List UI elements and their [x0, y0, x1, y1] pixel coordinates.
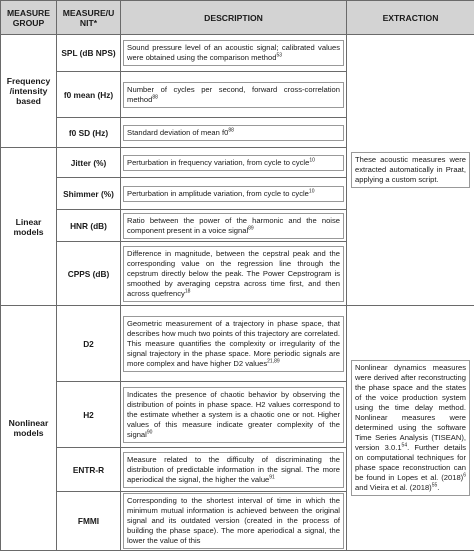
header-extraction: EXTRACTION — [347, 1, 474, 35]
measure-d2: D2 — [57, 306, 121, 382]
measure-shimmer: Shimmer (%) — [57, 178, 121, 210]
header-measure-unit: MEASURE/U NIT* — [57, 1, 121, 35]
measure-entr-r: ENTR-R — [57, 448, 121, 492]
group-frequency-intensity: Frequency /intensity based — [1, 35, 57, 148]
extraction-acoustic: These acoustic measures were extracted automatically in Praat, applying a custom script. — [347, 35, 474, 306]
measure-f0-mean: f0 mean (Hz) — [57, 72, 121, 118]
desc-cpps: Difference in magnitude, between the cepstral peak and the corresponding value on the regression line through the cepstrum directly below the peak. The Power Cepstrogram is smoothed by averaging cepstra across time first, and then across quefrency$^{18}$ — [121, 242, 347, 306]
group-nonlinear-models: Nonlinear models — [1, 306, 57, 551]
desc-entr-r: Measure related to the difficulty of discriminating the distribution of predictable information in the signal. The more aperiodical the signal, the higher the value$^{91}$ — [121, 448, 347, 492]
measure-jitter: Jitter (%) — [57, 148, 121, 178]
measure-fmmi: FMMI — [57, 492, 121, 551]
header-measure-group: MEASURE GROUP — [1, 1, 57, 35]
desc-f0-mean: Number of cycles per second, forward cross-correlation method$^{88}$ — [121, 72, 347, 118]
desc-d2: Geometric measurement of a trajectory in phase space, that describes how much two points of this trajectory are correlated. This measure quantifies the complexity or irregularity of the signal trajectory in the phase space. More periodic signals are more complex and have higher D2 values$^{21,89}$ — [121, 306, 347, 382]
measure-h2: H2 — [57, 382, 121, 448]
group-linear-models: Linear models — [1, 148, 57, 306]
measure-cpps: CPPS (dB) — [57, 242, 121, 306]
desc-spl: Sound pressure level of an acoustic signal; calibrated values were obtained using the comparison method$^{53}$ — [121, 35, 347, 72]
desc-f0-sd: Standard deviation of mean $f0^{88}$ — [121, 118, 347, 148]
desc-h2: Indicates the presence of chaotic behavior by observing the distribution of points in phase space. H2 values correspond to the estimate whether a system is a chaotic one or not. Higher values of this measure indicate greater complexity of the signal$^{90}$ — [121, 382, 347, 448]
measure-hnr: HNR (dB) — [57, 210, 121, 242]
desc-jitter: Perturbation in frequency variation, from cycle to cycle$^{10}$ — [121, 148, 347, 178]
desc-shimmer: Perturbation in amplitude variation, from cycle to cycle$^{10}$ — [121, 178, 347, 210]
desc-fmmi: Corresponding to the shortest interval of time in which the minimum mutual information is achieved between the original signal and its outdated version (created in the process of building the phase space). The more aperiodical a signal, the lower the value of this — [121, 492, 347, 551]
measure-f0-sd: f0 SD (Hz) — [57, 118, 121, 148]
desc-hnr: Ratio between the power of the harmonic and the noise component present in a voice signal$^{89}$ — [121, 210, 347, 242]
measure-spl: SPL (dB NPS) — [57, 35, 121, 72]
extraction-nonlinear: Nonlinear dynamics measures were derived after reconstructing the phase space and the states of the voice production system using the time delay method. Nonlinear measures were determined using the software Time Series Analysis (TISEAN), version 3.0.1$^{54}$. Further details on computational techniques for phase space reconstruction can be found in Lopes et al. $(2018)^6$ and Vieira et al. $(2018)^{55}$. — [347, 306, 474, 551]
header-description: DESCRIPTION — [121, 1, 347, 35]
